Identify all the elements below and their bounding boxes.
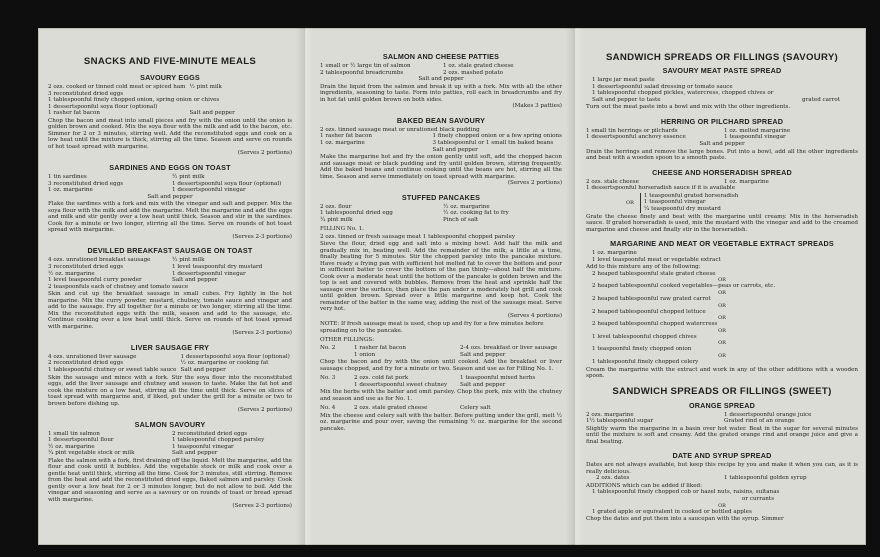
- method-cheese: Grate the cheese finely and beat with the margarine until creamy. Mix in the horseradish sauce. If grated horseradish is used, mix the mustard with the vinegar and add to the creamed margarine and cheese and finally stir in the horseradish.: [586, 213, 858, 233]
- method-date: Chop the dates and put them into a saucepan with the syrup. Simmer: [586, 516, 784, 523]
- ingredient: 1 small tin salmon: [48, 430, 100, 437]
- method-liver: Skin the sausage and mince with a fork. Stir the soya flour into the reconstituted eggs, add the liver sausage and chutney and season to taste. Make the fat hot and cook the mixture on a low heat, stirring all the time until thick. Serve on slices of toast spread with margarine and, if liked, put under the grill for a minute or two to brown before dishing up.: [48, 374, 292, 407]
- ingredients-patties: [320, 63, 562, 83]
- ingredient: ½ pint milk: [172, 173, 205, 180]
- option: 2 heaped tablespoonful chopped watercress: [592, 321, 718, 328]
- method-extract: Cream the margarine with the extract and work in any of the other additions with a wooden spoon.: [586, 366, 858, 380]
- ingredient: 1 tablespoonful chopped pickles, watercress, chopped chives or: [592, 90, 774, 97]
- ingredient: Salt and pepper: [699, 141, 745, 148]
- ingredients-extract: [592, 250, 858, 263]
- ingredient-row: [592, 97, 858, 104]
- or-label: OR: [718, 277, 726, 284]
- option: 2 heaped tablespoonful stale grated cheese: [592, 270, 716, 277]
- option: or currants: [742, 495, 774, 502]
- ingredient: 1 large jar meat paste: [592, 77, 655, 83]
- ingredient: 1 oz. melted margarine: [724, 127, 791, 134]
- date-additions: [592, 489, 858, 515]
- ingredient: 1 dessertspoonful salad dressing or tomato sauce: [592, 83, 733, 90]
- recipe-title-date: DATE AND SYRUP SPREAD: [672, 451, 772, 461]
- ingredient: 1 teaspoonful grated horseradish: [643, 192, 739, 199]
- method-savoury-eggs: Chop the bacon and meat into small pieces and fry with the onion until the onion is golden brown and cooked. Mix the soya flour with the milk and add to the bacon, etc. Simmer for 2 or 3 minutes, stirring well. Add the reconstituted eggs and cook on a low heat until the mixture is thick, stirring all the time. Season and serve on rounds of hot toast spread with margarine.: [48, 117, 292, 150]
- ingredient: 2 ozs. tinned sausage meat or unrationed black pudding: [320, 126, 480, 133]
- ingredients-cheese: [586, 179, 858, 192]
- ingredient: 1½ tablespoonful sugar: [586, 418, 654, 425]
- or-label: OR: [718, 502, 726, 509]
- ingredient: 2 ozs. flour: [320, 203, 352, 210]
- method-herring: Drain the herrings and remove the large bones. Put into a bowl, add all the other ingredients and beat with a wooden spoon to a smooth paste.: [586, 148, 858, 162]
- ingredient: Salt and pepper: [147, 193, 193, 200]
- ingredients-liver: [48, 354, 292, 374]
- serves: (Serves 2 portions): [507, 180, 562, 187]
- option: 2 heaped tablespoonful raw grated carrot: [592, 296, 711, 302]
- ingredient: Salt and pepper: [418, 76, 464, 83]
- filling-1-label: FILLING No. 1.: [320, 226, 364, 233]
- ingredient: Pinch of salt: [443, 216, 479, 223]
- ingredient: 1 dessertspoonful sweet chutney: [354, 381, 448, 388]
- date-intro: Dates are not always available, but keep this recipe by you and make it when you can, as it is really delicious.: [586, 462, 858, 475]
- ingredient: ¼ pint milk: [320, 216, 353, 223]
- ingredient: ½ oz. margarine: [48, 270, 95, 277]
- or-label: OR: [718, 352, 726, 359]
- ingredient: 1 level teaspoonful meat or vegetable extract: [592, 256, 721, 263]
- method-filling-4: Mix the cheese and celery salt with the batter. Before putting under the grill, melt ½ oz. margarine and pour over, saving the remaining ½ oz. margarine for the second pancake.: [320, 412, 562, 432]
- ingredient: Grated rind of an orange: [724, 418, 795, 425]
- recipe-title-devilled: DEVILLED BREAKFAST SAUSAGE ON TOAST: [87, 246, 253, 256]
- serves: (Makes 3 patties): [512, 103, 562, 110]
- ingredient: 1 dessertspoonful soya flour (optional): [172, 180, 282, 187]
- filling-1-ingredients: 2 ozs. tinned or fresh sausage meat 1 tablespoonful chopped parsley: [320, 233, 516, 240]
- ingredient: ½ oz. margarine or cooking fat: [180, 360, 269, 367]
- ingredient: Salt and pepper to taste: [592, 96, 661, 103]
- ingredient: 3 tablespoonful or 1 small tin baked beans: [432, 139, 554, 146]
- ingredient: Salt and pepper: [460, 381, 506, 388]
- ingredients-pancakes: [320, 204, 562, 224]
- ingredient: ½ oz. margarine: [443, 203, 490, 210]
- ingredient: 1 teaspoonful vinegar: [643, 199, 706, 206]
- ingredient: 1 oz. margarine: [48, 187, 93, 194]
- ingredient: 2 ozs. cooked or tinned cold meat or spiced ham: [48, 84, 186, 90]
- ingredients-devilled: [48, 257, 292, 290]
- method-meat-paste: Turn out the meat paste into a bowl and mix with the other ingredients.: [586, 104, 791, 111]
- recipe-title-liver: LIVER SAUSAGE FRY: [130, 342, 210, 352]
- recipe-title-pancakes: STUFFED PANCAKES: [401, 192, 481, 202]
- or-label: OR: [718, 302, 726, 309]
- section-title-savoury-spreads: SANDWICH SPREADS OR FILLINGS (SAVOURY): [605, 52, 839, 63]
- extract-additions-label: Add to this mixture any of the following:: [586, 264, 701, 271]
- option: 2 heaped tablespoonful chopped lettuce: [592, 308, 706, 315]
- recipe-title-patties: SALMON AND CHEESE PATTIES: [382, 52, 500, 61]
- serves: (Serves 2 portions): [237, 407, 292, 414]
- ingredient: ½ pint milk: [172, 257, 205, 264]
- ingredient: 1 tin sardines: [48, 173, 87, 180]
- recipe-title-extract: MARGARINE AND MEAT OR VEGETABLE EXTRACT SPREADS: [610, 239, 834, 249]
- ingredient: Salt and pepper: [189, 110, 235, 117]
- ingredient: 2 reconstituted dried eggs: [48, 360, 124, 367]
- ingredient: 1 rasher fat bacon: [320, 133, 373, 140]
- filling-4-ingredients: [320, 405, 562, 412]
- serves: (Serves 2-3 portions): [232, 330, 292, 337]
- ingredient: 2 teaspoonfuls each of chutney and tomato sauce: [48, 283, 189, 290]
- ingredient: 1 tablespoonful golden syrup: [724, 475, 807, 482]
- ingredient: 3 reconstituted dried eggs: [48, 263, 124, 270]
- date-additions-label: ADDITIONS which can be added if liked:: [586, 482, 703, 489]
- ingredients-salmon: [48, 431, 292, 457]
- ingredient: Salt and pepper: [172, 450, 218, 457]
- ingredient: 1 rasher fat bacon: [354, 344, 407, 351]
- serves: (Serves 2 portions): [237, 150, 292, 157]
- ingredient: 1 level teaspoonful dry mustard: [172, 263, 263, 270]
- filling-number: No. 2: [320, 344, 336, 351]
- ingredients-meat-paste: [592, 77, 858, 103]
- extract-options: [592, 271, 858, 366]
- option: 1 grated apple or equivalent in cooked or bottled apples: [592, 508, 752, 515]
- ingredient: 1 dessertspoonful flour: [48, 437, 114, 444]
- ingredient: 2 ozs. dates: [596, 475, 630, 482]
- ingredients-date: [586, 475, 858, 482]
- ingredients-sardines: [48, 174, 292, 200]
- alternative-items: [644, 193, 738, 213]
- ingredient: 1 tablespoonful dried egg: [320, 210, 393, 217]
- option: 1 teaspoonful finely chopped onion: [592, 346, 692, 353]
- option: 1 level tablespoonful chopped chives: [592, 333, 697, 340]
- ingredient: 3 reconstituted dried eggs: [48, 180, 124, 187]
- serves: (Serves 4 portions): [507, 312, 562, 319]
- ingredient: 2 tablespoonful breadcrumbs: [320, 69, 404, 76]
- recipe-title-orange: ORANGE SPREAD: [688, 400, 756, 410]
- ingredient: 2 ozs. stale grated cheese: [354, 405, 428, 412]
- ingredient: 1 dessertspoonful anchovy essence: [586, 134, 686, 141]
- column-left: [48, 38, 292, 539]
- option: 1 tablespoonful finely chopped celery: [592, 358, 699, 365]
- ingredient: 2 reconstituted dried eggs: [172, 430, 248, 437]
- fold-line-right: [566, 28, 584, 545]
- or-label: OR: [718, 327, 726, 334]
- recipe-title-cheese: CHEESE AND HORSERADISH SPREAD: [652, 167, 792, 177]
- ingredient: Salt and pepper: [180, 367, 226, 373]
- method-baked-bean: Make the margarine hot and fry the onion gently until soft, add the chopped bacon and sausage meat or black pudding and fry until golden brown, stirring frequently. Add the baked beans and continue cooking until the beans are hot, stirring all the time. Season and serve immediately on toast spread with margarine.: [320, 154, 562, 180]
- recipe-title-meat-paste: SAVOURY MEAT PASTE SPREAD: [662, 66, 782, 75]
- filling-2-ingredients: [320, 345, 562, 358]
- method-filling-3: Mix the herbs with the batter and omit parsley. Chop the pork, mix with the chutney and season and use as for No. 1.: [320, 389, 562, 402]
- ingredients-herring: [586, 128, 858, 148]
- ingredient: 2 ozs. margarine: [586, 411, 634, 418]
- ingredient: 4 ozs. unrationed breakfast sausage: [48, 257, 151, 264]
- filling-number: No. 4: [320, 405, 336, 412]
- or-label: OR: [718, 290, 726, 296]
- ingredient: 1 tablespoonful finely chopped onion, spring onion or chives: [48, 97, 220, 104]
- ingredient: 1 level teaspoonful curry powder: [48, 277, 142, 284]
- ingredient: grated carrot: [802, 96, 840, 103]
- ingredient: Salt and pepper: [460, 351, 506, 358]
- fold-line-left: [296, 28, 314, 545]
- ingredient: Salt and pepper: [432, 146, 478, 153]
- ingredient: 1 small or ½ large tin of salmon: [320, 63, 411, 69]
- other-fillings-label: OTHER FILLINGS:: [320, 337, 375, 344]
- alternative-list: [640, 193, 738, 213]
- method-patties: Drain the liquid from the salmon and break it up with a fork. Mix with all the other ingredients, seasoning to taste. Form into patties, roll each in breadcrumbs and fry in hot fat until golden brown on both sides.: [320, 83, 562, 103]
- ingredient: 3 reconstituted dried eggs: [48, 90, 124, 97]
- pancake-note: NOTE: If fresh sausage meat is used, chop up and fry for a few minutes before spreading on to the pancake.: [320, 321, 544, 334]
- ingredient: ½ oz. margarine: [48, 443, 95, 450]
- ingredient: ½ pint milk: [189, 84, 222, 90]
- serves: (Serves 2-3 portions): [232, 503, 292, 510]
- or-label: OR: [718, 340, 726, 347]
- ingredient: 1 dessertspoonful soya flour (optional): [180, 353, 290, 360]
- ingredient: 1 teaspoonful vinegar: [724, 134, 786, 141]
- method-orange: Slightly warm the margarine in a basin over hot water. Beat in the sugar for several minutes until the mixture is soft and creamy. Add the grated orange rind and orange juice and give a final beating.: [586, 425, 858, 445]
- option: 2 heaped tablespoonful cooked vegetables—peas or carrots, etc.: [592, 283, 776, 290]
- ingredient: 2-4 ozs. breakfast or liver sausage: [460, 344, 558, 351]
- ingredient: 1 dessertspoonful vinegar: [172, 270, 246, 277]
- or-label: OR: [626, 199, 634, 206]
- ingredient: 1 tablespoonful chopped parsley: [172, 437, 265, 444]
- ingredient: 1 teaspoonful vinegar: [172, 443, 234, 450]
- ingredient: 1 oz. margarine: [724, 178, 769, 185]
- ingredient: 1 dessertspoonful horseradish sauce if it is available: [586, 185, 736, 192]
- ingredient: 2 ozs. stale cheese: [586, 178, 639, 185]
- ingredient: 1 oz. stale grated cheese: [443, 63, 514, 69]
- serves: (Serves 2-3 portions): [232, 233, 292, 240]
- ingredient: 2 ozs. cold fat pork: [354, 375, 409, 382]
- column-right: [586, 52, 858, 539]
- method-filling-2: Chop the bacon and fry with the onion until cooked. Add the breakfast or liver sausage chopped, and fry for a minute or two. Season and use as for Filling No. 1.: [320, 359, 562, 372]
- ingredient: 1 small tin herrings or pilchards: [586, 127, 678, 134]
- ingredients-baked-bean: [320, 127, 562, 153]
- ingredient: 1 dessertspoonful soya flour (optional): [48, 103, 158, 110]
- recipe-title-baked-bean: BAKED BEAN SAVOURY: [396, 115, 486, 125]
- method-pancakes: Sieve the flour, dried egg and salt into a mixing bowl. Add half the milk and gradually mix in, beating well. Add the remainder of the milk, a little at a time, finally beating for 5 minutes. Stir the chopped parsley into the pancake mixture. Have ready a frying pan with sufficient hot melted fat to cover the bottom and pour in sufficient batter to cover the bottom of the pan thinly—about half the mixture. Cook over a moderate heat until the bottom of the pancake is golden brown and the top is set and covered with bubbles. Remove from the heat and sprinkle half the sausage over the surface, then place the pan under a moderately hot grill and cook until golden brown. Spread over a little margarine and keep hot. Cook the remainder of the batter in the same way, adding the rest of the sausage meat. Serve very hot.: [320, 241, 562, 313]
- column-middle: [320, 52, 562, 539]
- ingredient: 1 rasher fat bacon: [48, 110, 101, 117]
- ingredient: 1 dessertspoonful vinegar: [172, 187, 246, 194]
- ingredient: Salt and pepper: [172, 277, 218, 284]
- recipe-title-herring: HERRING OR PILCHARD SPREAD: [660, 116, 784, 126]
- ingredient: 1 oz. margarine: [320, 139, 365, 146]
- ingredient: 1 dessertspoonful orange juice: [724, 411, 812, 418]
- section-title-snacks: SNACKS AND FIVE-MINUTE MEALS: [83, 56, 257, 67]
- filling-number: No. 3: [320, 375, 336, 382]
- recipe-title-sardines: SARDINES AND EGGS ON TOAST: [109, 162, 231, 172]
- ingredient: ¼ pint vegetable stock or milk: [48, 450, 135, 457]
- ingredient: 1 oz. margarine: [592, 250, 637, 257]
- or-label: OR: [718, 315, 726, 322]
- recipe-title-salmon: SALMON SAVOURY: [134, 419, 206, 429]
- filling-3-ingredients: [320, 375, 562, 388]
- recipe-title-savoury-eggs: SAVOURY EGGS: [140, 73, 200, 82]
- ingredient: 1 tablespoonful chutney or sweet table sauce: [48, 367, 177, 373]
- method-salmon: Flake the salmon with a fork, first draining off the liquid. Melt the margarine, add the flour and cook until it bubbles. Add the vegetable stock or milk and cook over a gentle heat until thick, stirring all the time. Cook for 3 minutes, still stirring. Remove from the heat and add the reconstituted dried eggs, flaked salmon and parsley. Cook gently over a low heat for 2 or 3 minutes longer, but do not allow to boil. Add the vinegar and seasoning and serve as a savoury or on rounds of toast or bread spread with margarine.: [48, 457, 293, 503]
- ingredient: ¼ teaspoonful dry mustard: [643, 206, 721, 213]
- ingredients-savoury-eggs: [48, 84, 292, 117]
- cheese-alternative: [626, 193, 858, 213]
- recipe-leaflet: [38, 28, 866, 545]
- option: 1 tablespoonful finely chopped cob or hazel nuts, raisins, sultanas: [592, 489, 780, 496]
- ingredient: 1 onion: [354, 351, 376, 358]
- ingredients-orange: [586, 412, 858, 425]
- section-title-sweet-spreads: SANDWICH SPREADS OR FILLINGS (SWEET): [612, 385, 832, 397]
- ingredient: 1 teaspoonful mixed herbs: [460, 375, 536, 382]
- ingredient: ½ oz. cooking fat to fry: [443, 210, 509, 217]
- ingredient: 2 ozs. mashed potato: [443, 69, 504, 76]
- method-devilled: Skin and cut up the breakfast sausage in small cubes. Fry lightly in the hot margarine. Mix the curry powder, mustard, chutney, tomato sauce and vinegar and add to the sausage. Fry all together for a minute or two longer, stirring all the time. Mix the reconstituted eggs with the milk, season and add to the sausage, etc. Continue cooking over a low heat until thick. Serve on rounds of hot toast spread with margarine.: [48, 291, 292, 330]
- method-sardines: Flake the sardines with a fork and mix with the vinegar and salt and pepper. Mix the soya flour with the milk and add the margarine. Melt the margarine and add the eggs and milk and stir gently over a low heat until thick. Season and stir in the sardines. Cook for a minute or two longer, stirring all the time. Serve on rounds of hot toast spread with margarine.: [48, 201, 292, 234]
- ingredient: 1 finely chopped onion or a few spring onions: [432, 133, 562, 140]
- ingredient: 4 ozs. unrationed liver sausage: [48, 353, 137, 360]
- ingredient: Celery salt: [460, 405, 491, 412]
